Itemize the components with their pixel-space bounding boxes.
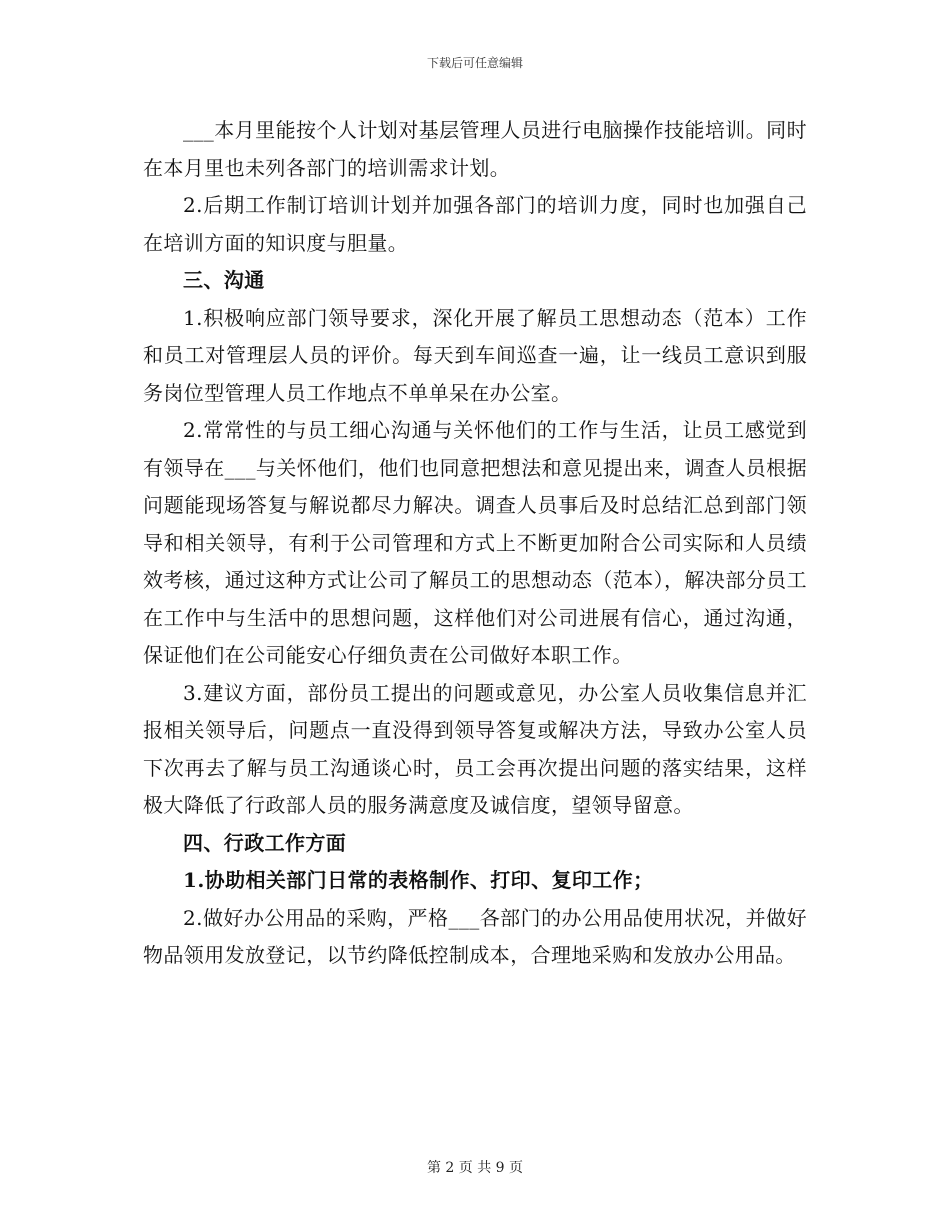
page-number-footer: 第 2 页 共 9 页 <box>426 1160 524 1176</box>
paragraph-communication-2: 2.常常性的与员工细心沟通与关怀他们的工作与生活，让员工感觉到有领导在___与关怀他们，他们也同意把想法和意见提出来，调查人员根据问题能现场答复与解说都尽力解决。调查人员事后及时总结汇总到部门领导和相关领导，有利于公司管理和方式上不断更加附合公司实际和人员绩效考核，通过这种方式让公司了解员工的思想动态（范本），解决部分员工在工作中与生活中的思想问题，这样他们对公司进展有信心，通过沟通，保证他们在公司能安心仔细负责在公司做好本职工作。 <box>143 418 807 667</box>
paragraph-training-later: 2.后期工作制订培训计划并加强各部门的培训力度，同时也加强自己在培训方面的知识度与胆量。 <box>143 193 807 255</box>
paragraph-communication-1: 1.积极响应部门领导要求，深化开展了解员工思想动态（范本）工作和员工对管理层人员的评价。每天到车间巡查一遍，让一线员工意识到服务岗位型管理人员工作地点不单单呆在办公室。 <box>143 305 807 405</box>
paragraph-admin-1: 1.协助相关部门日常的表格制作、打印、复印工作； <box>183 868 654 892</box>
paragraph-training-plan: ___本月里能按个人计划对基层管理人员进行电脑操作技能培训。同时在本月里也未列各部门的培训需求计划。 <box>143 118 807 180</box>
section-heading-admin-work: 四、行政工作方面 <box>183 830 347 855</box>
page-header-note: 下载后可任意编辑 <box>426 56 523 70</box>
paragraph-admin-2: 2.做好办公用品的采购，严格___各部门的办公用品使用状况，并做好物品领用发放登记，以节约降低控制成本，合理地采购和发放办公用品。 <box>143 905 807 967</box>
section-heading-communication: 三、沟通 <box>183 268 265 292</box>
document-body <box>143 112 807 975</box>
paragraph-communication-3: 3.建议方面，部份员工提出的问题或意见，办公室人员收集信息并汇报相关领导后，问题点一直没得到领导答复或解决方法，导致办公室人员下次再去了解与员工沟通谈心时，员工会再次提出问题的落实结果，这样极大降低了行政部人员的服务满意度及诚信度，望领导留意。 <box>143 680 807 817</box>
